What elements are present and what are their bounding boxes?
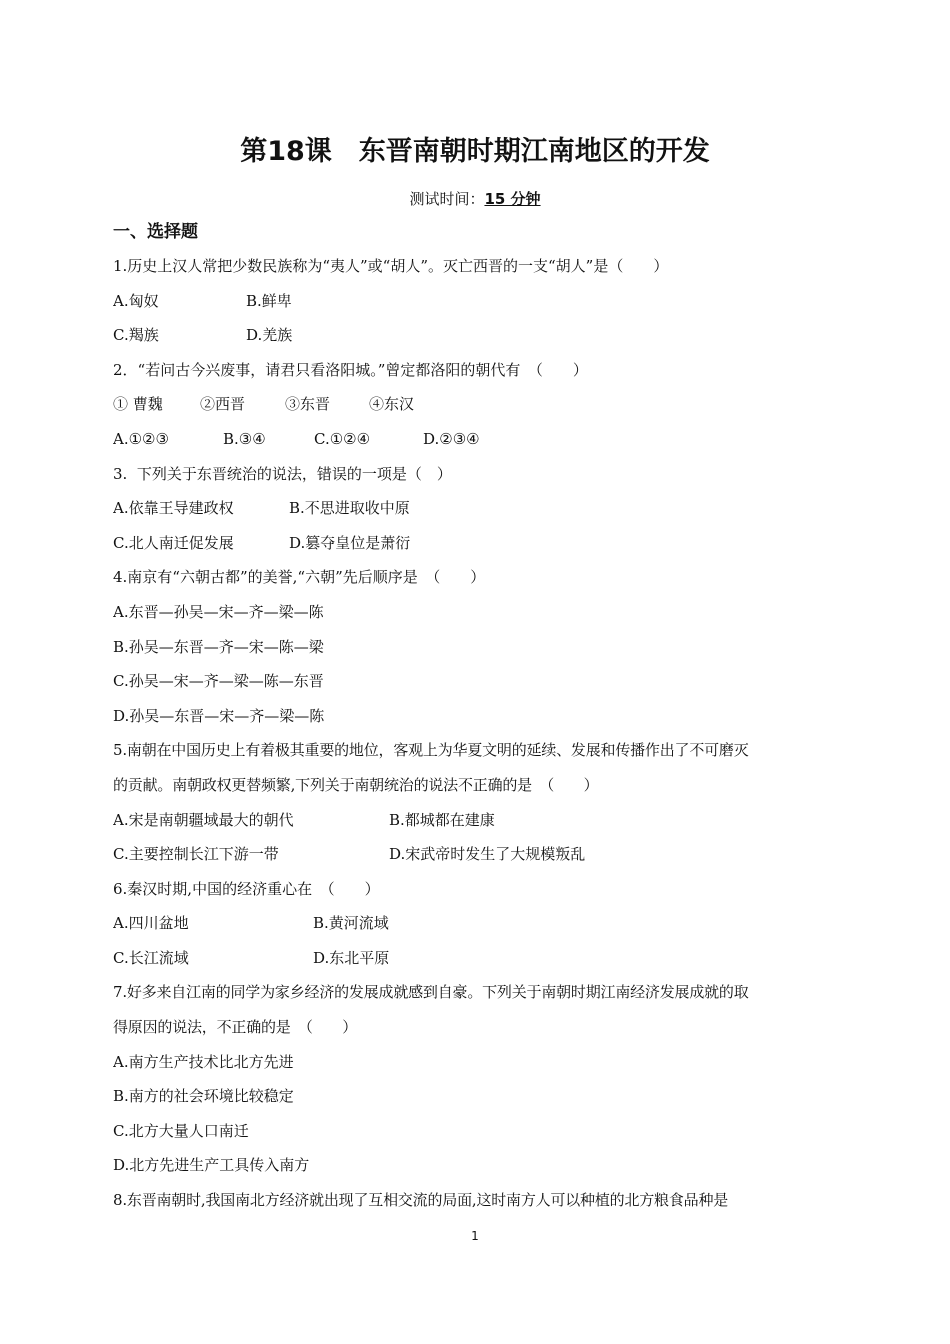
answer-option: B.黄河流域 — [313, 914, 389, 933]
answer-option: B.南方的社会环境比较稳定 — [113, 1087, 294, 1106]
answer-option: B.鲜卑 — [246, 291, 292, 310]
option-row — [113, 630, 843, 665]
answer-option: A.宋是南朝疆域最大的朝代 — [113, 810, 294, 829]
question-item — [113, 872, 843, 976]
option-row — [113, 699, 843, 734]
option-row — [113, 906, 843, 941]
answer-option: ②西晋 — [200, 395, 246, 414]
question-stem: 3. 下列关于东晋统治的说法，错误的一项是（ ） — [113, 464, 452, 483]
answer-option: C.羯族 — [113, 326, 159, 345]
answer-option: A.①②③ — [113, 429, 169, 448]
answer-option: A.南方生产技术比北方先进 — [113, 1052, 294, 1071]
question-stem: 6.秦汉时期,中国的经济重心在 （ ） — [113, 879, 380, 898]
question-item — [113, 457, 843, 561]
option-row — [113, 1045, 843, 1080]
question-stem: 7.好多来自江南的同学为家乡经济的发展成就感到自豪。下列关于南朝时期江南经济发展成就的取 — [113, 983, 749, 1002]
answer-option: D.羌族 — [246, 326, 293, 345]
option-row — [113, 837, 843, 872]
option-row — [113, 387, 843, 422]
answer-option: C.①②④ — [314, 429, 371, 448]
question-stem: 1.历史上汉人常把少数民族称为“夷人”或“胡人”。灭亡西晋的一支“胡人”是（ ） — [113, 257, 669, 275]
answer-option: B.孙吴—东晋—齐—宋—陈—梁 — [113, 637, 324, 656]
option-row — [113, 803, 843, 838]
answer-option: C.孙吴—宋—齐—梁—陈—东晋 — [113, 672, 324, 691]
answer-option: C.主要控制长江下游一带 — [113, 845, 279, 864]
option-row — [113, 1114, 843, 1149]
test-duration — [0, 188, 950, 210]
answer-option: C.长江流域 — [113, 948, 189, 967]
duration-label: 测试时间： — [409, 190, 485, 208]
question-stem: 2．“若问古今兴废事，请君只看洛阳城。”曾定都洛阳的朝代有 （ ） — [113, 360, 588, 379]
option-row — [113, 1079, 843, 1114]
answer-option: D.孙吴—东晋—宋—齐—梁—陈 — [113, 706, 325, 725]
question-stem: 得原因的说法，不正确的是 （ ） — [113, 1018, 358, 1037]
answer-option: C.北人南迁促发展 — [113, 533, 234, 552]
option-row — [113, 664, 843, 699]
page-number: 1 — [471, 1229, 479, 1243]
option-row — [113, 1148, 843, 1183]
question-stem: 4.南京有“六朝古都”的美誉,“六朝”先后顺序是 （ ） — [113, 568, 486, 587]
answer-option: ① 曹魏 — [113, 395, 163, 414]
question-item — [113, 733, 843, 871]
answer-option: A.四川盆地 — [113, 914, 189, 933]
question-list — [113, 249, 843, 1218]
option-row — [113, 422, 843, 457]
answer-option: D.东北平原 — [313, 948, 390, 967]
option-row — [113, 595, 843, 630]
answer-option: A.东晋—孙吴—宋—齐—梁—陈 — [113, 602, 324, 621]
question-stem: 的贡献。南朝政权更替频繁,下列关于南朝统治的说法不正确的是 （ ） — [113, 775, 599, 794]
answer-option: D.篡夺皇位是萧衍 — [289, 533, 411, 552]
question-item — [113, 353, 843, 457]
question-item — [113, 975, 843, 1183]
question-item — [113, 560, 843, 733]
question-stem: 8.东晋南朝时,我国南北方经济就出现了互相交流的局面,这时南方人可以种植的北方粮食品种是 — [113, 1191, 729, 1210]
answer-option: D.②③④ — [423, 429, 480, 448]
question-item — [113, 1183, 843, 1218]
answer-option: B.不思进取收中原 — [289, 499, 410, 518]
question-stem: 5.南朝在中国历史上有着极其重要的地位，客观上为华夏文明的延续、发展和传播作出了不可磨灭 — [113, 741, 749, 760]
answer-option: B.③④ — [223, 429, 266, 448]
answer-option: D.宋武帝时发生了大规模叛乱 — [389, 845, 586, 864]
option-row — [113, 284, 843, 319]
answer-option: D.北方先进生产工具传入南方 — [113, 1156, 310, 1175]
question-item — [113, 249, 843, 353]
duration-value: 15 分钟 — [484, 190, 541, 208]
answer-option: B.都城都在建康 — [389, 810, 495, 829]
option-row — [113, 318, 843, 353]
page-title: 第18课 东晋南朝时期江南地区的开发 — [240, 136, 710, 167]
option-row — [113, 941, 843, 976]
option-row — [113, 491, 843, 526]
section-heading: 一、选择题 — [113, 222, 198, 242]
answer-option: A.匈奴 — [113, 291, 159, 310]
option-row — [113, 526, 843, 561]
answer-option: A.依靠王导建政权 — [113, 499, 234, 518]
answer-option: C.北方大量人口南迁 — [113, 1121, 249, 1140]
answer-option: ③东晋 — [285, 395, 331, 414]
answer-option: ④东汉 — [369, 395, 415, 414]
